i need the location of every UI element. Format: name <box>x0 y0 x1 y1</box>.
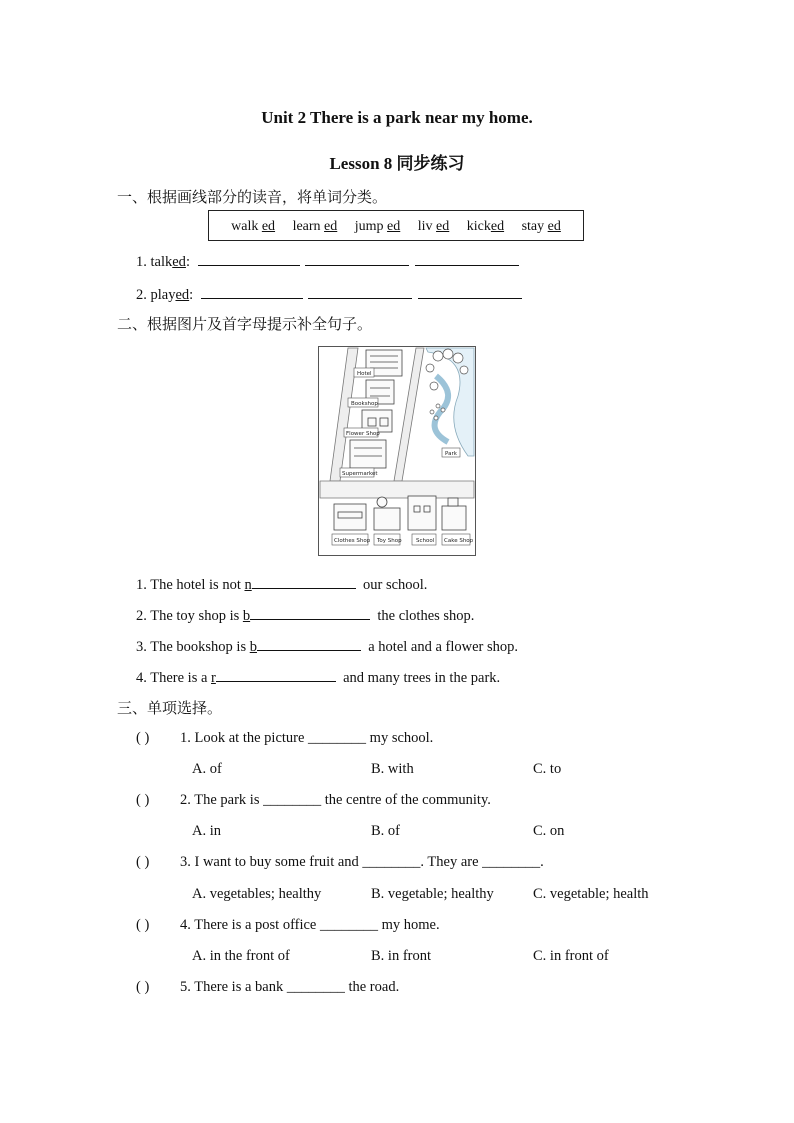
answer-blank[interactable] <box>216 667 336 682</box>
question-text: 5. There is a bank ________ the road. <box>180 979 400 995</box>
classify-row-1: 1. talked: <box>136 251 519 271</box>
answer-blank[interactable] <box>418 284 522 299</box>
section1-heading: 一、根据画线部分的读音，将单词分类。 <box>117 188 388 206</box>
word-stayed: stay ed <box>521 219 561 234</box>
option-b[interactable]: B. of <box>371 823 400 839</box>
fill-sentence-4: 4. There is a r and many trees in the park. <box>136 667 500 687</box>
answer-blank[interactable] <box>415 251 519 266</box>
map-label-school: School <box>416 538 435 544</box>
fill-sentence-3: 3. The bookshop is b a hotel and a flower shop. <box>136 636 518 656</box>
map-label-hotel: Hotel <box>357 371 372 377</box>
word-jumped: jump ed <box>354 219 401 234</box>
community-map <box>318 346 476 556</box>
option-c[interactable]: C. on <box>533 823 565 839</box>
question-text: 2. The park is ________ the centre of the community. <box>180 792 491 808</box>
word-lived: liv ed <box>417 219 450 234</box>
option-c[interactable]: C. in front of <box>533 948 609 964</box>
question-text: 4. There is a post office ________ my home. <box>180 917 440 933</box>
word-learned: learn ed <box>292 219 338 234</box>
section2-heading: 二、根据图片及首字母提示补全句子。 <box>117 315 373 333</box>
answer-blank[interactable] <box>201 284 303 299</box>
word-walked: walk ed <box>231 219 276 234</box>
answer-paren[interactable]: ( ) <box>136 979 150 995</box>
map-label-park: Park <box>445 451 457 457</box>
answer-blank[interactable] <box>308 284 412 299</box>
fill-sentence-1: 1. The hotel is not n our school. <box>136 574 427 594</box>
option-a[interactable]: A. of <box>192 761 222 777</box>
word-box <box>208 210 584 241</box>
option-b[interactable]: B. vegetable; healthy <box>371 886 494 902</box>
answer-blank[interactable] <box>252 574 356 589</box>
answer-paren[interactable]: ( ) <box>136 917 150 933</box>
option-c[interactable]: C. to <box>533 761 562 777</box>
answer-paren[interactable]: ( ) <box>136 730 150 746</box>
word-list <box>209 219 583 235</box>
map-label-bookshop: Bookshop <box>351 401 378 407</box>
map-label-supermarket: Supermarket <box>342 471 378 477</box>
option-a[interactable]: A. vegetables; healthy <box>192 886 322 902</box>
map-label-toy-shop: Toy Shop <box>377 538 402 544</box>
map-label-cake-shop: Cake Shop <box>444 538 474 544</box>
answer-paren[interactable]: ( ) <box>136 792 150 808</box>
answer-blank[interactable] <box>257 636 361 651</box>
word-kicked: kicked <box>466 219 505 234</box>
option-c[interactable]: C. vegetable; health <box>533 886 649 902</box>
classify-row-2: 2. played: <box>136 284 522 304</box>
section3-heading: 三、单项选择。 <box>117 699 223 717</box>
lesson-title: Lesson 8 同步练习 <box>329 154 465 173</box>
option-a[interactable]: A. in <box>192 823 221 839</box>
question-text: 3. I want to buy some fruit and ________. They are ________. <box>180 854 544 870</box>
map-label-flower-shop: Flower Shop <box>346 431 380 437</box>
option-b[interactable]: B. in front <box>371 948 432 964</box>
answer-paren[interactable]: ( ) <box>136 854 150 870</box>
answer-blank[interactable] <box>250 605 370 620</box>
map-label-clothes-shop: Clothes Shop <box>334 538 371 544</box>
unit-title: Unit 2 There is a park near my home. <box>261 108 533 127</box>
option-b[interactable]: B. with <box>371 761 414 777</box>
fill-sentence-2: 2. The toy shop is b the clothes shop. <box>136 605 474 625</box>
option-a[interactable]: A. in the front of <box>192 948 290 964</box>
answer-blank[interactable] <box>305 251 409 266</box>
answer-blank[interactable] <box>198 251 300 266</box>
question-text: 1. Look at the picture ________ my school. <box>180 730 434 746</box>
